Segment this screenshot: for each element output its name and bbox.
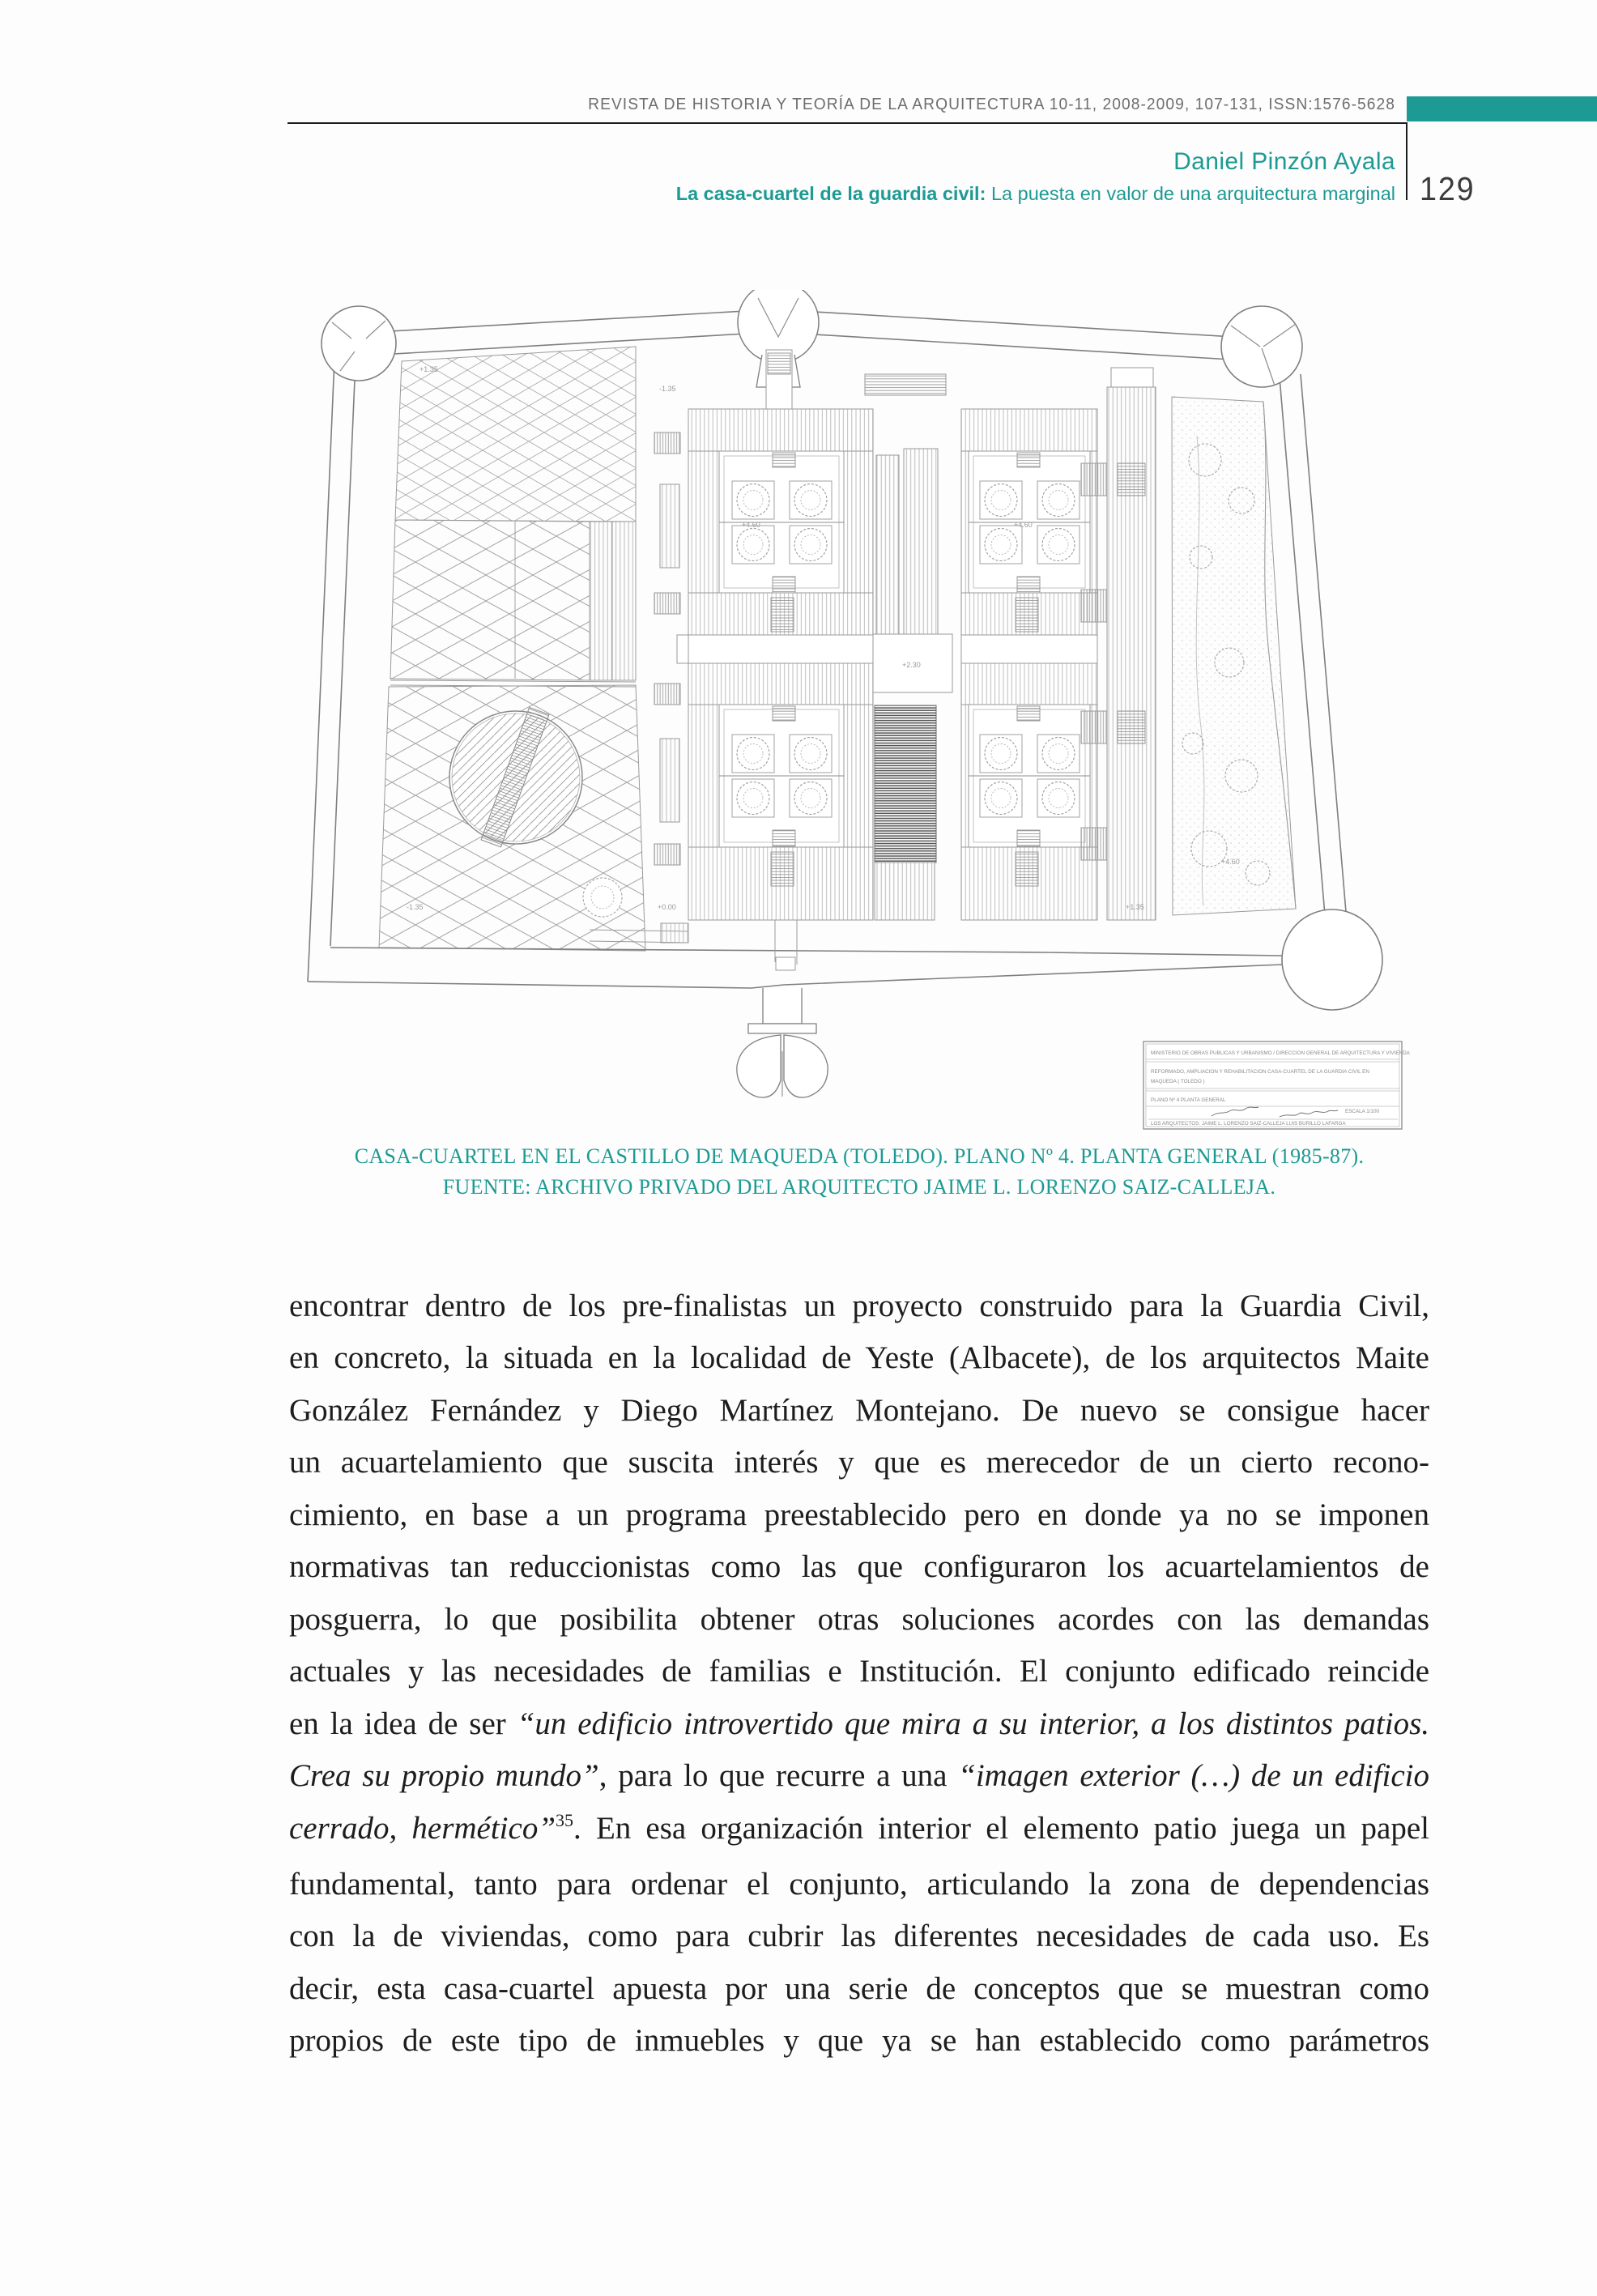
spot-label: -1.35 [659, 385, 676, 393]
body-run: en concreto, la situada en la localidad de Yeste (Albacete), de los arquitectos Maite [289, 1340, 1429, 1376]
body-line [289, 1646, 1429, 1698]
body-line [289, 2015, 1429, 2067]
author-name: Daniel Pinzón Ayala [1173, 148, 1395, 175]
body-line [289, 1594, 1429, 1646]
bush-glyph [583, 878, 622, 917]
figure-caption-line2: FUENTE: ARCHIVO PRIVADO DEL ARQUITECTO JAIME L. LORENZO SAIZ-CALLEJA. [442, 1175, 1276, 1199]
journal-header-line: REVISTA DE HISTORIA Y TEORÍA DE LA ARQUITECTURA 10-11, 2008-2009, 107-131, ISSN:1576-5628 [588, 96, 1395, 113]
figure-caption-line1: CASA-CUARTEL EN EL CASTILLO DE MAQUEDA (TOLEDO). PLANO Nº 4. PLANTA GENERAL (1985-87). [354, 1144, 1365, 1168]
title-block-project-2: MAQUEDA ( TOLEDO ) [1151, 1079, 1205, 1084]
title-block-project-1: REFORMADO, AMPLIACION Y REHABILITACION CASA-CUARTEL DE LA GUARDIA CIVIL EN [1151, 1069, 1369, 1075]
spot-label: +1.35 [419, 365, 438, 373]
spot-label: +4.60 [1221, 858, 1240, 866]
body-run: un acuartelamiento que suscita interés y que es merecedor de un cierto recono- [289, 1445, 1429, 1480]
spot-label: +4.60 [1014, 521, 1033, 529]
body-run: decir, esta casa-cuartel apuesta por una serie de conceptos que se muestran como [289, 1970, 1429, 2006]
article-title [486, 183, 1395, 205]
building-left-wing [654, 350, 873, 920]
body-run: posguerra, lo que posibilita obtener otras soluciones acordes con las demandas [289, 1601, 1429, 1637]
floor-plan-figure [298, 290, 1435, 1132]
spot-label: +0.00 [658, 903, 676, 911]
body-run: cimiento, en base a un programa preestablecido pero en donde ya no se imponen [289, 1497, 1429, 1532]
body-run: fundamental, tanto para ordenar el conjunto, articulando la zona de dependencias [289, 1866, 1429, 1902]
header-rule [287, 122, 1407, 124]
body-run: actuales y las necesidades de familias e Institución. El conjunto edificado reincide [289, 1654, 1429, 1689]
spot-label: +2.30 [902, 661, 921, 669]
spot-label: +4.60 [742, 521, 760, 529]
body-run: normativas tan reduccionistas como las que configuraron los acuartelamientos de [289, 1549, 1429, 1585]
body-line [289, 1437, 1429, 1489]
corner-tower-top-left [322, 306, 396, 381]
corner-tower-bottom-right [1282, 909, 1382, 1010]
spot-label: +1.35 [1126, 903, 1144, 911]
body-line [289, 1541, 1429, 1593]
body-line [289, 1750, 1429, 1802]
body-line [289, 1489, 1429, 1541]
figure-caption [289, 1141, 1429, 1203]
body-run: propios de este tipo de inmuebles y que ya se han establecido como parámetros [289, 2023, 1429, 2059]
body-line [289, 1332, 1429, 1384]
title-block-plan-name: PLANO Nº 4 PLANTA GENERAL [1151, 1097, 1226, 1103]
page-number: 129 [1420, 170, 1476, 207]
floor-plan-svg [298, 290, 1435, 1132]
body-line [289, 1698, 1429, 1750]
title-block-ministry: MINISTERIO DE OBRAS PUBLICAS Y URBANISMO / DIRECCION GENERAL DE ARQUITECTURA Y VIVIENDA [1151, 1050, 1410, 1056]
bastion-bottom-center [737, 988, 828, 1097]
teal-accent-bar [1407, 96, 1597, 121]
body-run: “imagen exterior (…) de un edificio [958, 1758, 1429, 1794]
body-run: González Fernández y Diego Martínez Montejano. De nuevo se consigue hacer [289, 1392, 1429, 1428]
title-block [1143, 1042, 1411, 1129]
corner-tower-top-right [1221, 306, 1302, 387]
body-run: cerrado, hermético” [289, 1810, 556, 1846]
body-line [289, 1859, 1429, 1910]
body-run: encontrar dentro de los pre-finalistas un proyecto construido para la Guardia Civil, [289, 1289, 1429, 1323]
body-run: con la de viviendas, como para cubrir las diferentes necesidades de cada uso. Es [289, 1919, 1429, 1954]
body-line [289, 1280, 1429, 1332]
body-line [289, 1910, 1429, 1962]
body-run: , para lo que recurre a una [598, 1758, 959, 1794]
body-run: en la idea de ser [289, 1706, 517, 1741]
title-block-scale: ESCALA 1/100 [1345, 1109, 1380, 1114]
lattice-zone-middle [390, 520, 636, 687]
garden-strip [1172, 397, 1296, 915]
body-run: “un edificio introvertido que mira a su interior, a los distintos patios. [517, 1706, 1429, 1741]
body-line [289, 1385, 1429, 1437]
body-line [289, 1803, 1429, 1859]
body-run: Crea su propio mundo” [289, 1758, 599, 1794]
title-block-architects: LOS ARQUITECTOS: JAIME L. LORENZO SAIZ-CALLEJA LUIS BURILLO LAFARGA [1151, 1121, 1346, 1127]
spot-label: -1.35 [407, 903, 424, 911]
body-text [289, 1280, 1429, 2068]
body-run: . En esa organización interior el elemento patio juega un papel [573, 1810, 1429, 1846]
body-run: 35 [556, 1809, 574, 1830]
article-title-rest: La puesta en valor de una arquitectura marginal [986, 183, 1395, 204]
body-line [289, 1963, 1429, 2015]
header-vertical-divider [1406, 122, 1407, 200]
article-title-bold: La casa-cuartel de la guardia civil: [675, 183, 986, 204]
